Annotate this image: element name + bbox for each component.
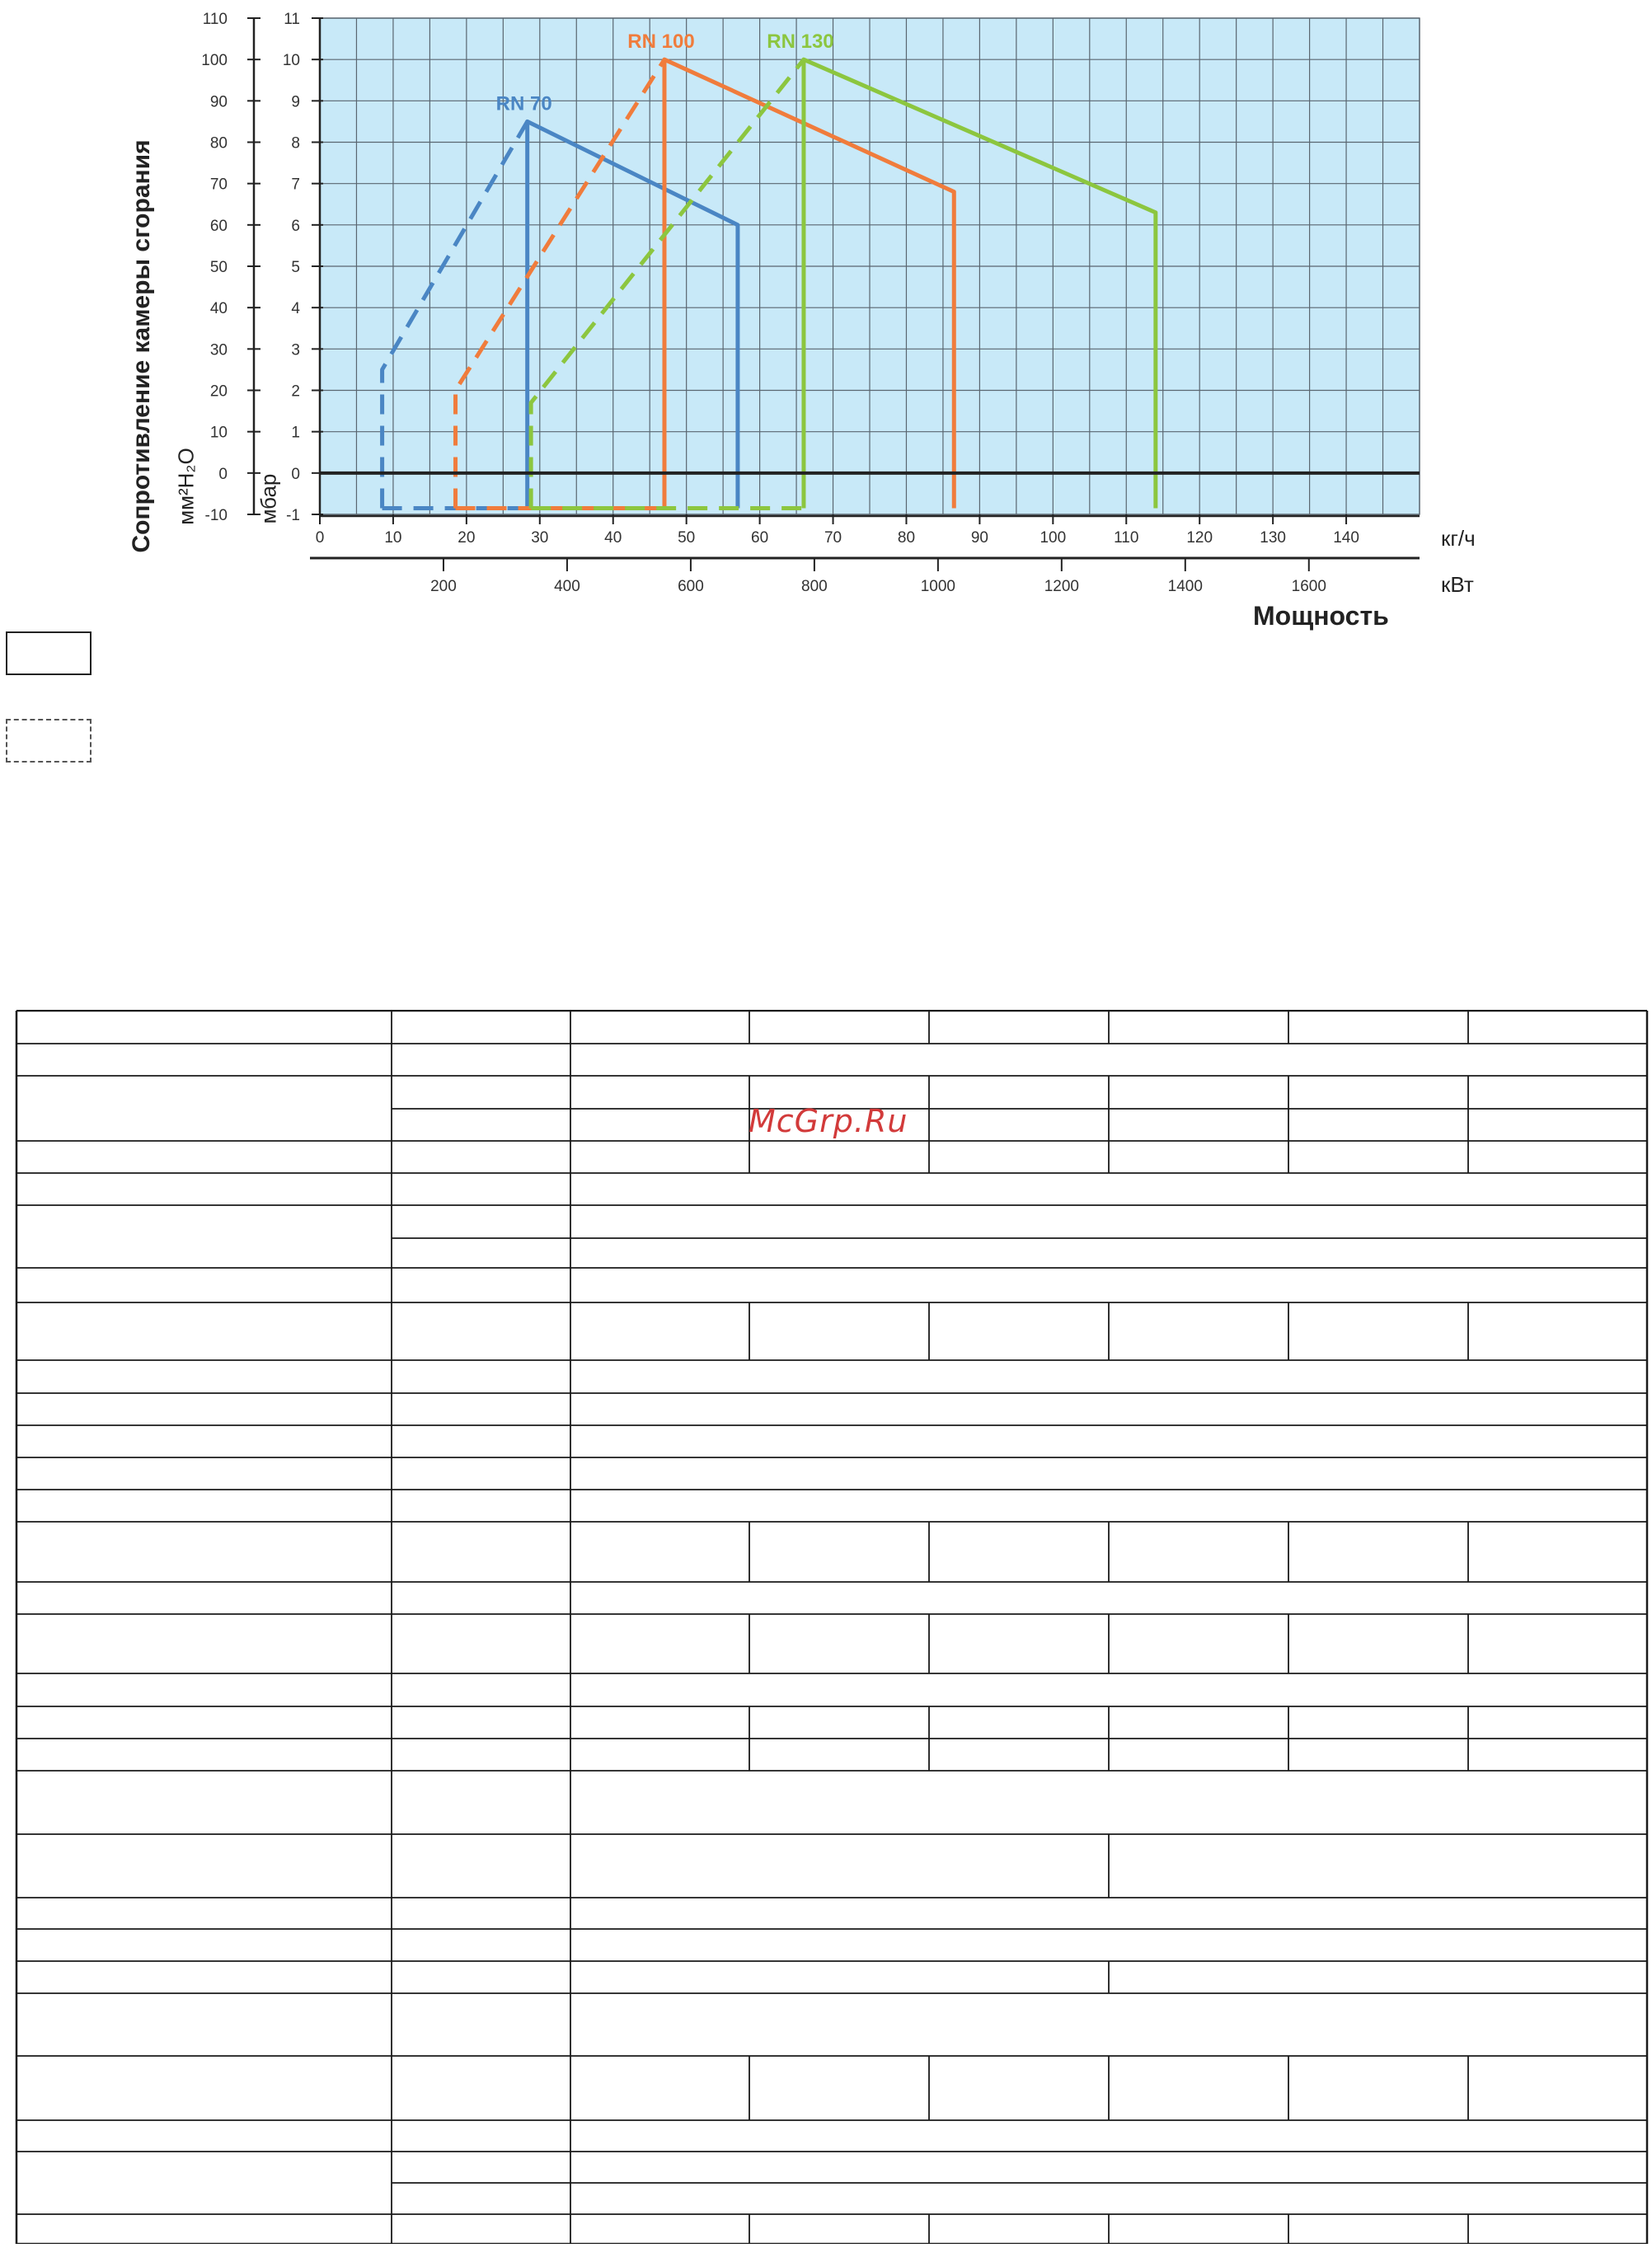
- x-tick-label-kgh: 140: [1333, 529, 1359, 547]
- x-tick-label-kgh: 90: [970, 529, 988, 547]
- y-tick-label-mbar: 6: [291, 217, 300, 235]
- y-axis-labels: [201, 11, 323, 524]
- y-tick-label-mm: 0: [218, 465, 228, 483]
- x-tick-label-kw: 1200: [1044, 578, 1079, 595]
- y-tick-label-mbar: 4: [291, 300, 300, 318]
- table-grid: [16, 1011, 1647, 2244]
- series-label: RN 100: [627, 31, 695, 54]
- y-tick-label-mm: 70: [209, 176, 228, 194]
- y-tick-label-mbar: 1: [291, 424, 300, 442]
- legend-dashed-swatch: [6, 719, 92, 763]
- series-label: RN 130: [767, 31, 834, 54]
- x-tick-label-kgh: 80: [897, 529, 916, 547]
- x-tick-label-kgh: 110: [1114, 529, 1139, 547]
- x-tick-label-kgh: 50: [678, 529, 696, 547]
- x-tick-label-kw: 400: [554, 578, 580, 595]
- y-unit-mm: мм²H₂O: [173, 448, 199, 525]
- performance-chart: [0, 0, 1652, 824]
- x-tick-label-kw: 1600: [1291, 578, 1326, 595]
- x-tick-label-kgh: 40: [604, 529, 622, 547]
- y-tick-label-mm: 110: [202, 11, 228, 28]
- y-tick-label-mbar: 10: [282, 52, 300, 70]
- y-tick-label-mbar: 7: [291, 176, 300, 194]
- x-tick-label-kgh: 10: [384, 529, 402, 547]
- y-tick-label-mm: 50: [209, 259, 228, 276]
- x-tick-label-kgh: 130: [1260, 529, 1286, 547]
- y-tick-label-mbar: 11: [284, 11, 300, 28]
- y-tick-label-mm: 10: [209, 424, 228, 442]
- x-tick-label-kgh: 30: [531, 529, 549, 547]
- x-tick-label-kgh: 100: [1040, 529, 1067, 547]
- y-tick-label-mm: 100: [201, 52, 228, 70]
- y-tick-label-mm: 90: [209, 93, 228, 111]
- x-tick-label-kgh: 70: [824, 529, 842, 547]
- y-tick-label-mm: 60: [209, 217, 228, 235]
- y-tick-label-mbar: -1: [286, 507, 300, 524]
- x-tick-label-kgh: 60: [751, 529, 769, 547]
- y-tick-label-mm: -10: [204, 507, 228, 524]
- x-tick-label-kw: 1400: [1167, 578, 1203, 595]
- x-tick-label-kw: 1000: [920, 578, 956, 595]
- y-tick-label-mbar: 3: [291, 341, 300, 359]
- x-tick-label-kgh: 20: [458, 529, 476, 547]
- x-unit-kw: кВт: [1441, 572, 1474, 597]
- y-tick-label-mm: 20: [209, 382, 228, 401]
- x-tick-label-kgh: 120: [1186, 529, 1213, 547]
- x-tick-label-kw: 800: [801, 578, 828, 595]
- y-tick-label-mm: 40: [209, 300, 228, 318]
- x-axis-labels: [316, 514, 1359, 595]
- y-tick-label-mbar: 2: [291, 382, 300, 401]
- x-tick-label-kgh: 0: [315, 529, 325, 547]
- y-tick-label-mbar: 0: [291, 465, 300, 483]
- y-tick-label-mm: 80: [209, 134, 228, 153]
- series-label: RN 70: [495, 92, 552, 115]
- legend-solid-swatch: [6, 631, 92, 675]
- x-unit-kgh: кг/ч: [1441, 526, 1476, 551]
- y-tick-label-mm: 30: [209, 341, 228, 359]
- y-tick-label-mbar: 9: [291, 93, 300, 111]
- specification-table: [15, 1010, 1649, 2244]
- y-axis-title: Сопротивление камеры сгорания: [128, 139, 155, 553]
- x-tick-label-kw: 600: [678, 578, 704, 595]
- y-unit-mbar: мбар: [256, 473, 281, 524]
- x-tick-label-kw: 200: [430, 578, 457, 595]
- watermark: McGrp.Ru: [749, 1103, 908, 1139]
- y-tick-label-mbar: 8: [291, 134, 300, 153]
- x-axis-title: Мощность: [1253, 601, 1389, 631]
- y-tick-label-mbar: 5: [291, 259, 300, 276]
